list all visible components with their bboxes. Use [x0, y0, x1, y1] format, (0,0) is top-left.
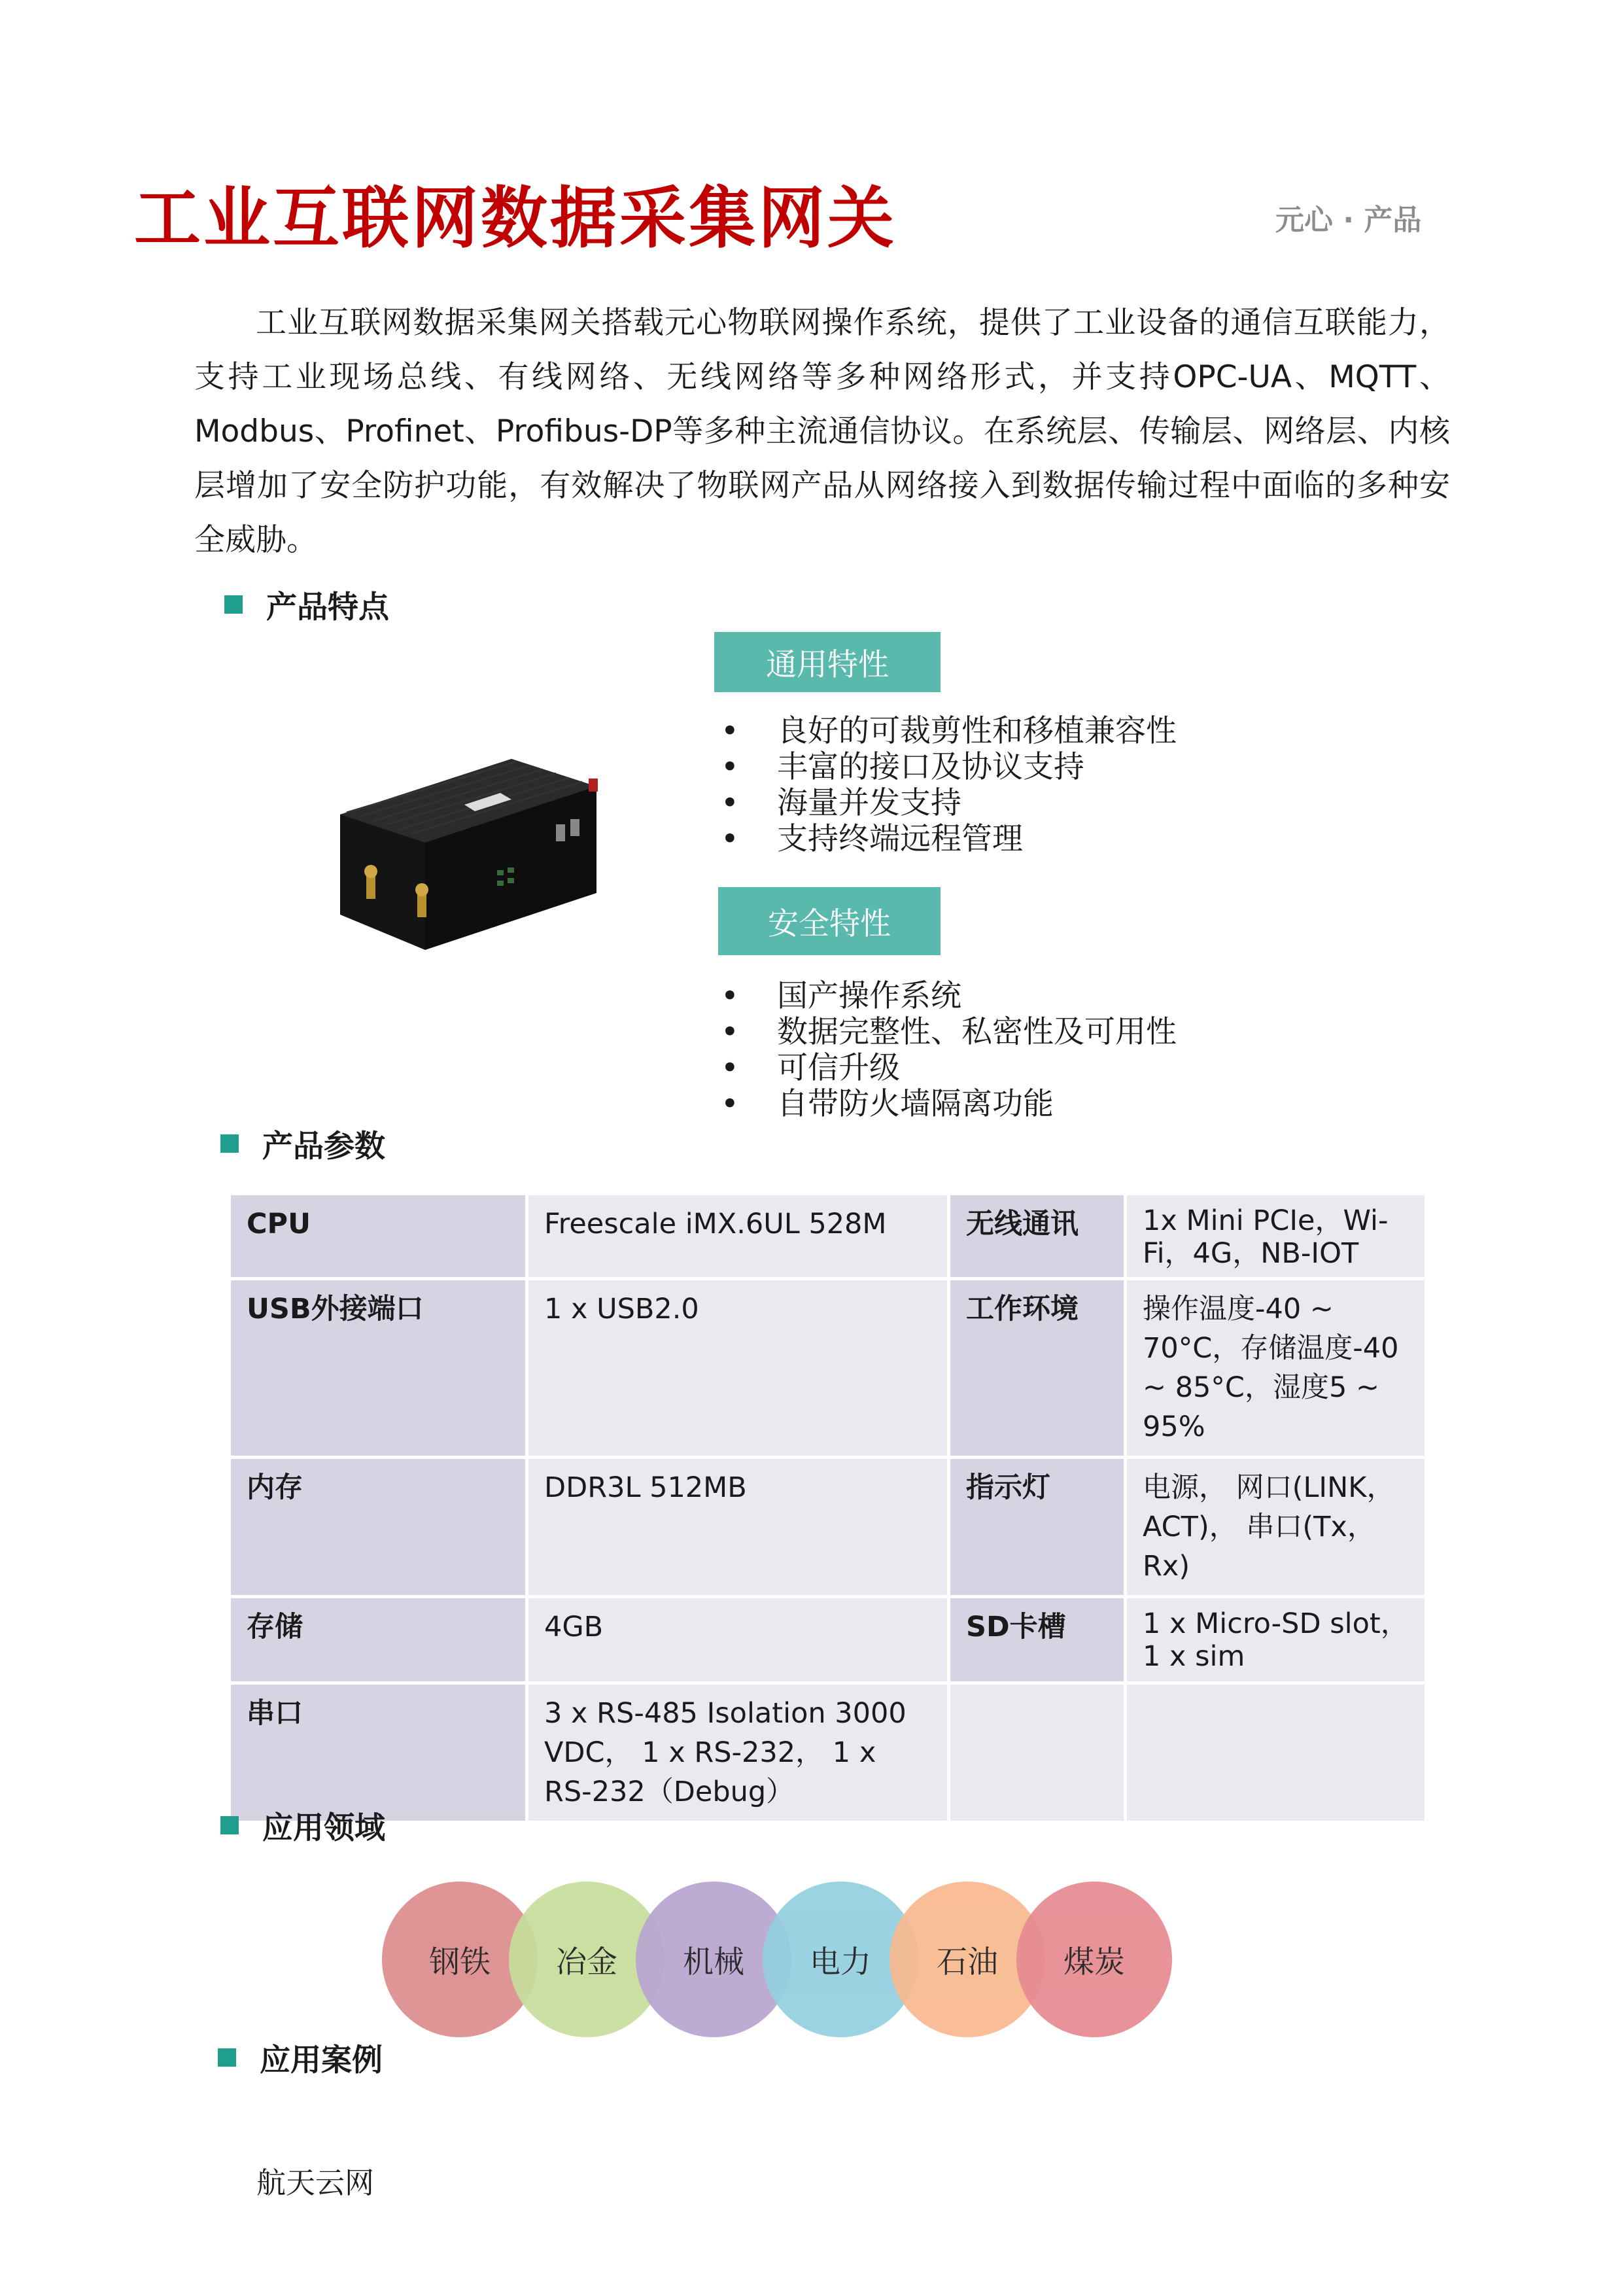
- section-marker-icon: [220, 1134, 239, 1153]
- section-cases-label: 应用案例: [260, 2042, 383, 2078]
- spec-key: [949, 1683, 1126, 1823]
- bullet-icon: •: [721, 713, 739, 749]
- section-marker-icon: [220, 1816, 239, 1834]
- bullet-icon: •: [721, 978, 739, 1014]
- security-features-heading: 安全特性: [718, 887, 941, 955]
- spec-key: 指示灯: [949, 1458, 1126, 1597]
- spec-value: [1126, 1683, 1426, 1823]
- section-features-label: 产品特点: [266, 589, 389, 625]
- list-item: • 数据完整性、私密性及可用性: [718, 1014, 1177, 1050]
- field-circle: 钢铁: [382, 1882, 538, 2037]
- gateway-device-image: [340, 759, 602, 955]
- bullet-icon: •: [721, 785, 739, 821]
- intro-paragraph: [194, 296, 1450, 567]
- section-params-label: 产品参数: [262, 1128, 385, 1165]
- spec-key: 工作环境: [949, 1279, 1126, 1458]
- list-item: • 海量并发支持: [718, 785, 1177, 821]
- spec-key: USB外接端口: [230, 1279, 527, 1458]
- field-circle: 石油: [890, 1882, 1045, 2037]
- general-features-list: [718, 713, 1177, 857]
- section-fields: [220, 1806, 385, 1845]
- spec-key: 无线通讯: [949, 1194, 1126, 1279]
- bullet-icon: •: [721, 1014, 739, 1050]
- spec-table: [228, 1192, 1428, 1824]
- page-title: 工业互联网数据采集网关: [134, 180, 897, 258]
- section-marker-icon: [218, 2048, 236, 2067]
- field-circle: 机械: [636, 1882, 791, 2037]
- spec-value: Freescale iMX.6UL 528M: [527, 1194, 949, 1279]
- list-item: • 自带防火墙隔离功能: [718, 1086, 1177, 1122]
- table-row: [230, 1683, 1426, 1823]
- bullet-icon: •: [721, 749, 739, 785]
- brand-label: 元心 · 产品: [1275, 203, 1422, 237]
- case-example: 航天云网: [256, 2165, 375, 2200]
- section-params: [220, 1124, 385, 1163]
- spec-value: 3 x RS-485 Isolation 3000 VDC， 1 x RS-232， 1 x RS-232（Debug）: [527, 1683, 949, 1823]
- spec-value: 4GB: [527, 1597, 949, 1683]
- section-features: [224, 585, 389, 624]
- spec-value: 1 x USB2.0: [527, 1279, 949, 1458]
- spec-key: 存储: [230, 1597, 527, 1683]
- spec-key: 串口: [230, 1683, 527, 1823]
- intro-text: 工业互联网数据采集网关搭载元心物联网操作系统，提供了工业设备的通信互联能力，支持工业现场总线、有线网络、无线网络等多种网络形式，并支持OPC-UA、MQTT、Modbus、Profinet、Profibus-DP等多种主流通信协议。在系统层、传输层、网络层、内核层增加了安全防护功能，有效解决了物联网产品从网络接入到数据传输过程中面临的多种安全威胁。: [194, 305, 1450, 558]
- table-row: [230, 1458, 1426, 1597]
- section-fields-label: 应用领域: [262, 1810, 385, 1846]
- spec-key: 内存: [230, 1458, 527, 1597]
- section-cases: [218, 2038, 383, 2077]
- spec-value: 操作温度-40 ~ 70°C，存储温度-40 ~ 85°C，湿度5 ~ 95%: [1126, 1279, 1426, 1458]
- spec-key: CPU: [230, 1194, 527, 1279]
- list-item: • 支持终端远程管理: [718, 821, 1177, 857]
- general-features-heading: 通用特性: [714, 632, 941, 692]
- list-item: • 国产操作系统: [718, 978, 1177, 1014]
- bullet-icon: •: [721, 1086, 739, 1122]
- table-row: [230, 1597, 1426, 1683]
- spec-value: 1x Mini PCIe，Wi-Fi，4G，NB-IOT: [1126, 1194, 1426, 1279]
- list-item: • 可信升级: [718, 1050, 1177, 1086]
- table-row: [230, 1279, 1426, 1458]
- list-item: • 丰富的接口及协议支持: [718, 749, 1177, 785]
- spec-value: 1 x Micro-SD slot，1 x sim: [1126, 1597, 1426, 1683]
- spec-key: SD卡槽: [949, 1597, 1126, 1683]
- security-features-list: [718, 978, 1177, 1122]
- field-circle: 电力: [763, 1882, 918, 2037]
- spec-value: 电源， 网口(LINK，ACT)， 串口(Tx，Rx): [1126, 1458, 1426, 1597]
- bullet-icon: •: [721, 821, 739, 857]
- section-marker-icon: [224, 595, 243, 614]
- list-item: • 良好的可裁剪性和移植兼容性: [718, 713, 1177, 749]
- field-circle: 冶金: [509, 1882, 665, 2037]
- bullet-icon: •: [721, 1050, 739, 1086]
- spec-value: DDR3L 512MB: [527, 1458, 949, 1597]
- table-row: [230, 1194, 1426, 1279]
- field-circle: 煤炭: [1016, 1882, 1172, 2037]
